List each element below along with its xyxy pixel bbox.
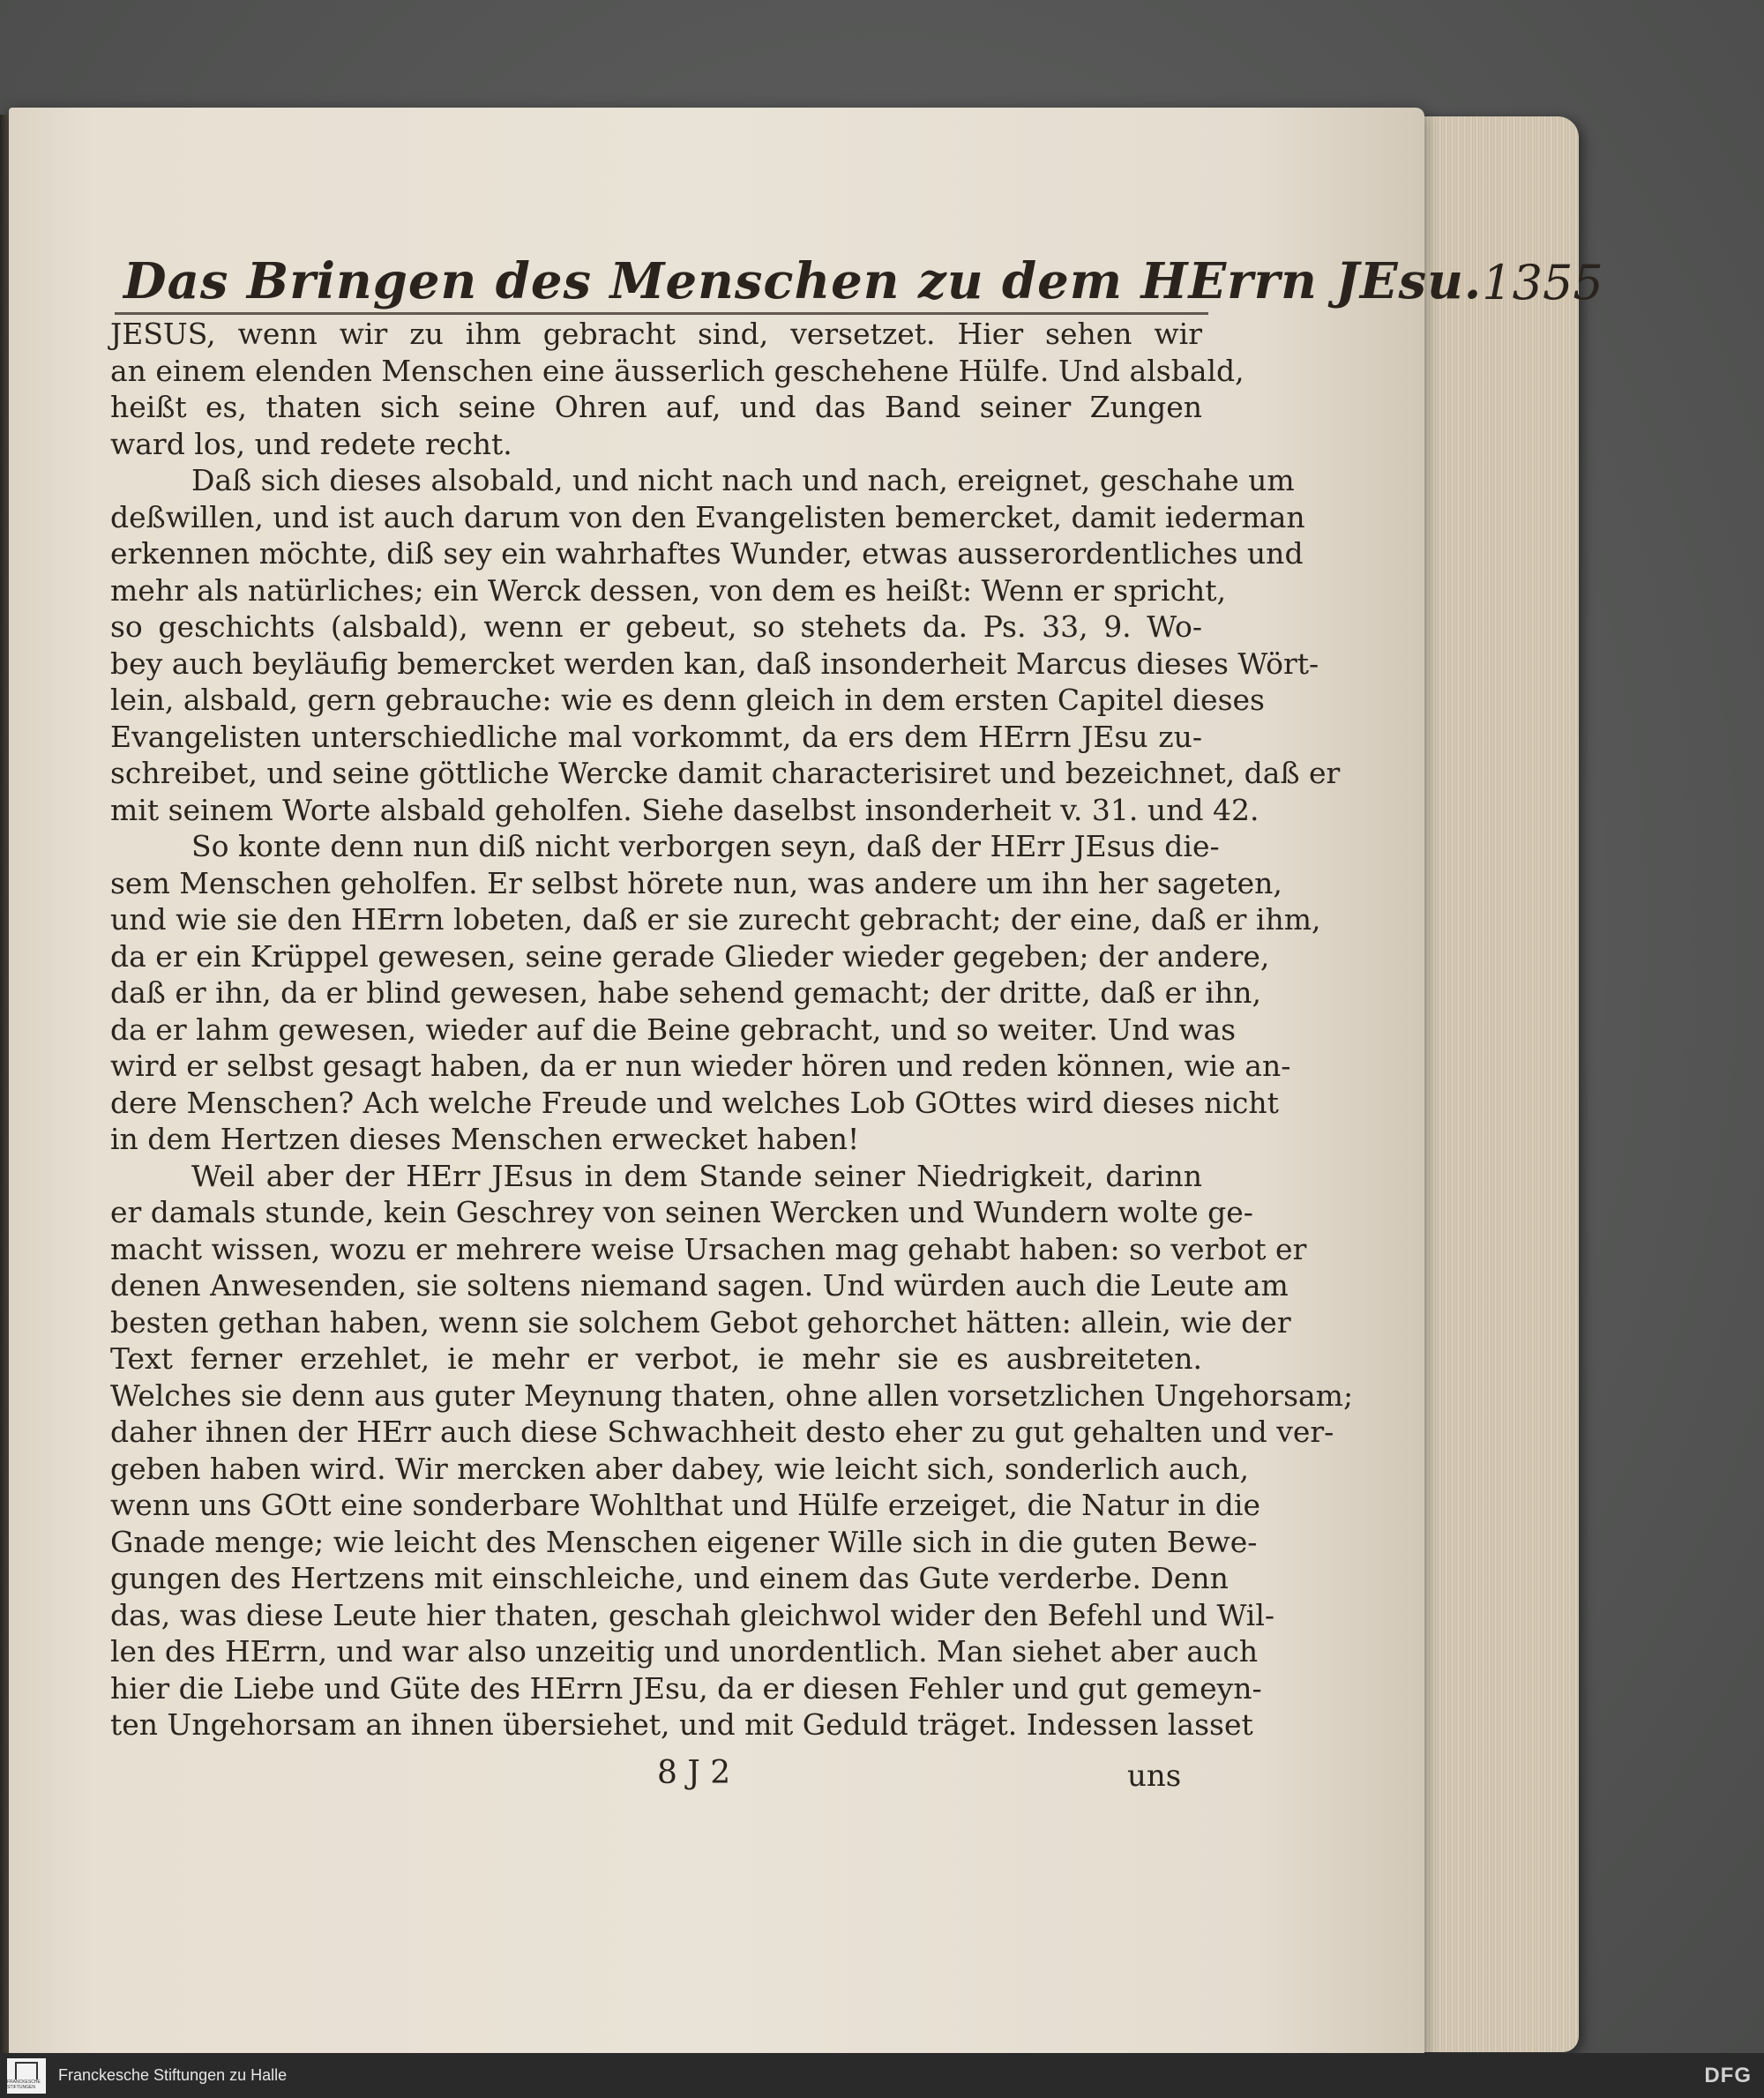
text-line: bey auch beyläufig bemercket werden kan, daß insonderheit Marcus dieses Wört- xyxy=(110,646,1319,681)
text-line: erkennen möchte, diß sey ein wahrhaftes Wunder, etwas ausserordentliches und xyxy=(110,536,1304,571)
text-line: schreibet, und seine göttliche Wercke damit characterisiret und bezeichnet, daß er xyxy=(110,756,1341,790)
text-line: Weil aber der HErr JEsus in dem Stande seiner Niedrigkeit, darinn xyxy=(191,1158,1202,1193)
text-line: wenn uns GOtt eine sonderbare Wohlthat und Hülfe erzeiget, die Natur in die xyxy=(110,1488,1260,1522)
text-line: da er ein Krüppel gewesen, seine gerade Glieder wieder gegeben; der andere, xyxy=(110,938,1270,974)
page-block-edge xyxy=(1411,116,1579,2052)
text-line: macht wissen, wozu er mehrere weise Ursachen mag gehabt haben: so verbot er xyxy=(110,1231,1307,1266)
text-line: an einem elenden Menschen eine äusserlich geschehene Hülfe. Und alsbald, xyxy=(110,353,1245,388)
logo-mark xyxy=(15,2062,38,2079)
text-line: wird er selbst gesagt haben, da er nun wieder hören und reden können, wie an- xyxy=(110,1049,1291,1083)
text-line: deßwillen, und ist auch darum von den Evangelisten bemercket, damit iederman xyxy=(110,499,1305,534)
institution-name: Franckesche Stiftungen zu Halle xyxy=(58,2066,288,2084)
text-line: hier die Liebe und Güte des HErrn JEsu, da er diesen Fehler und gut gemeyn- xyxy=(110,1670,1262,1706)
text-line: So konte denn nun diß nicht verborgen seyn, daß der HErr JEsus die- xyxy=(191,829,1220,863)
logo-caption: FRANCKESCHE STIFTUNGEN xyxy=(7,2079,41,2090)
dfg-logo: DFG xyxy=(1704,2064,1752,2087)
text-line: heißt es, thaten sich seine Ohren auf, und das Band seiner Zungen xyxy=(110,390,1202,424)
text-line: Gnade menge; wie leicht des Menschen eigener Wille sich in die guten Bewe- xyxy=(110,1524,1258,1559)
footer-bar xyxy=(0,2053,1764,2098)
text-line: er damals stunde, kein Geschrey von seinen Wercken und Wundern wolte ge- xyxy=(110,1195,1253,1229)
text-line: da er lahm gewesen, wieder auf die Beine gebracht, und so weiter. Und was xyxy=(110,1012,1237,1047)
text-line: ward los, und redete recht. xyxy=(110,426,512,461)
text-line: len des HErrn, und war also unzeitig und unordentlich. Man siehet aber auch xyxy=(110,1634,1259,1669)
text-line: Daß sich dieses alsobald, und nicht nach und nach, ereignet, geschahe um xyxy=(191,463,1295,497)
text-line: so geschichts (alsbald), wenn er gebeut, so stehets da. Ps. 33, 9. Wo- xyxy=(110,609,1202,644)
text-line: Text ferner erzehlet, ie mehr er verbot, ie mehr sie es ausbreiteten. xyxy=(110,1341,1202,1376)
header-rule xyxy=(115,312,1208,315)
text-line: sem Menschen geholfen. Er selbst hörete nun, was andere um ihn her sageten, xyxy=(110,865,1282,900)
text-line: mehr als natürliches; ein Werck dessen, von dem es heißt: Wenn er spricht, xyxy=(110,572,1227,608)
body-text xyxy=(110,316,1354,1743)
text-line: geben haben wird. Wir mercken aber dabey, wie leicht sich, sonderlich auch, xyxy=(110,1451,1249,1486)
text-line: mit seinem Worte alsbald geholfen. Siehe daselbst insonderheit v. 31. und 42. xyxy=(110,792,1259,827)
page-number: 1355 xyxy=(1482,255,1603,310)
running-head xyxy=(123,231,1603,310)
text-line: Welches sie denn aus guter Meynung thaten, ohne allen vorsetzlichen Ungehorsam; xyxy=(110,1378,1354,1413)
text-line: Evangelisten unterschiedliche mal vorkommt, da ers dem HErrn JEsu zu- xyxy=(110,719,1202,754)
text-line: denen Anwesenden, sie soltens niemand sagen. Und würden auch die Leute am xyxy=(110,1268,1289,1303)
signature-mark: 8 J 2 xyxy=(657,1755,731,1791)
text-line: JESUS, wenn wir zu ihm gebracht sind, versetzet. Hier sehen wir xyxy=(110,317,1202,351)
text-line: gungen des Hertzens mit einschleiche, und einem das Gute verderbe. Denn xyxy=(110,1561,1229,1595)
text-line: ten Ungehorsam an ihnen übersiehet, und mit Geduld träget. Indessen lasset xyxy=(110,1707,1253,1742)
institution-logo-icon xyxy=(7,2058,46,2094)
running-head-title: Das Bringen des Menschen zu dem HErrn JEsu. xyxy=(123,252,1483,310)
text-line: daher ihnen der HErr auch diese Schwachheit desto eher zu gut gehalten und ver- xyxy=(110,1415,1334,1449)
text-line: dere Menschen? Ach welche Freude und welches Lob GOttes wird dieses nicht xyxy=(110,1085,1279,1120)
text-line: das, was diese Leute hier thaten, geschah gleichwol wider den Befehl und Wil- xyxy=(110,1597,1275,1632)
text-line: daß er ihn, da er blind gewesen, habe sehend gemacht; der dritte, daß er ihn, xyxy=(110,975,1261,1010)
catchword: uns xyxy=(1127,1758,1182,1794)
text-line: besten gethan haben, wenn sie solchem Gebot gehorchet hätten: allein, wie der xyxy=(110,1304,1291,1340)
text-line: lein, alsbald, gern gebrauche: wie es denn gleich in dem ersten Capitel dieses xyxy=(110,683,1265,717)
text-line: in dem Hertzen dieses Menschen erwecket haben! xyxy=(110,1122,860,1156)
text-line: und wie sie den HErrn lobeten, daß er sie zurecht gebracht; der eine, daß er ihm, xyxy=(110,902,1321,937)
